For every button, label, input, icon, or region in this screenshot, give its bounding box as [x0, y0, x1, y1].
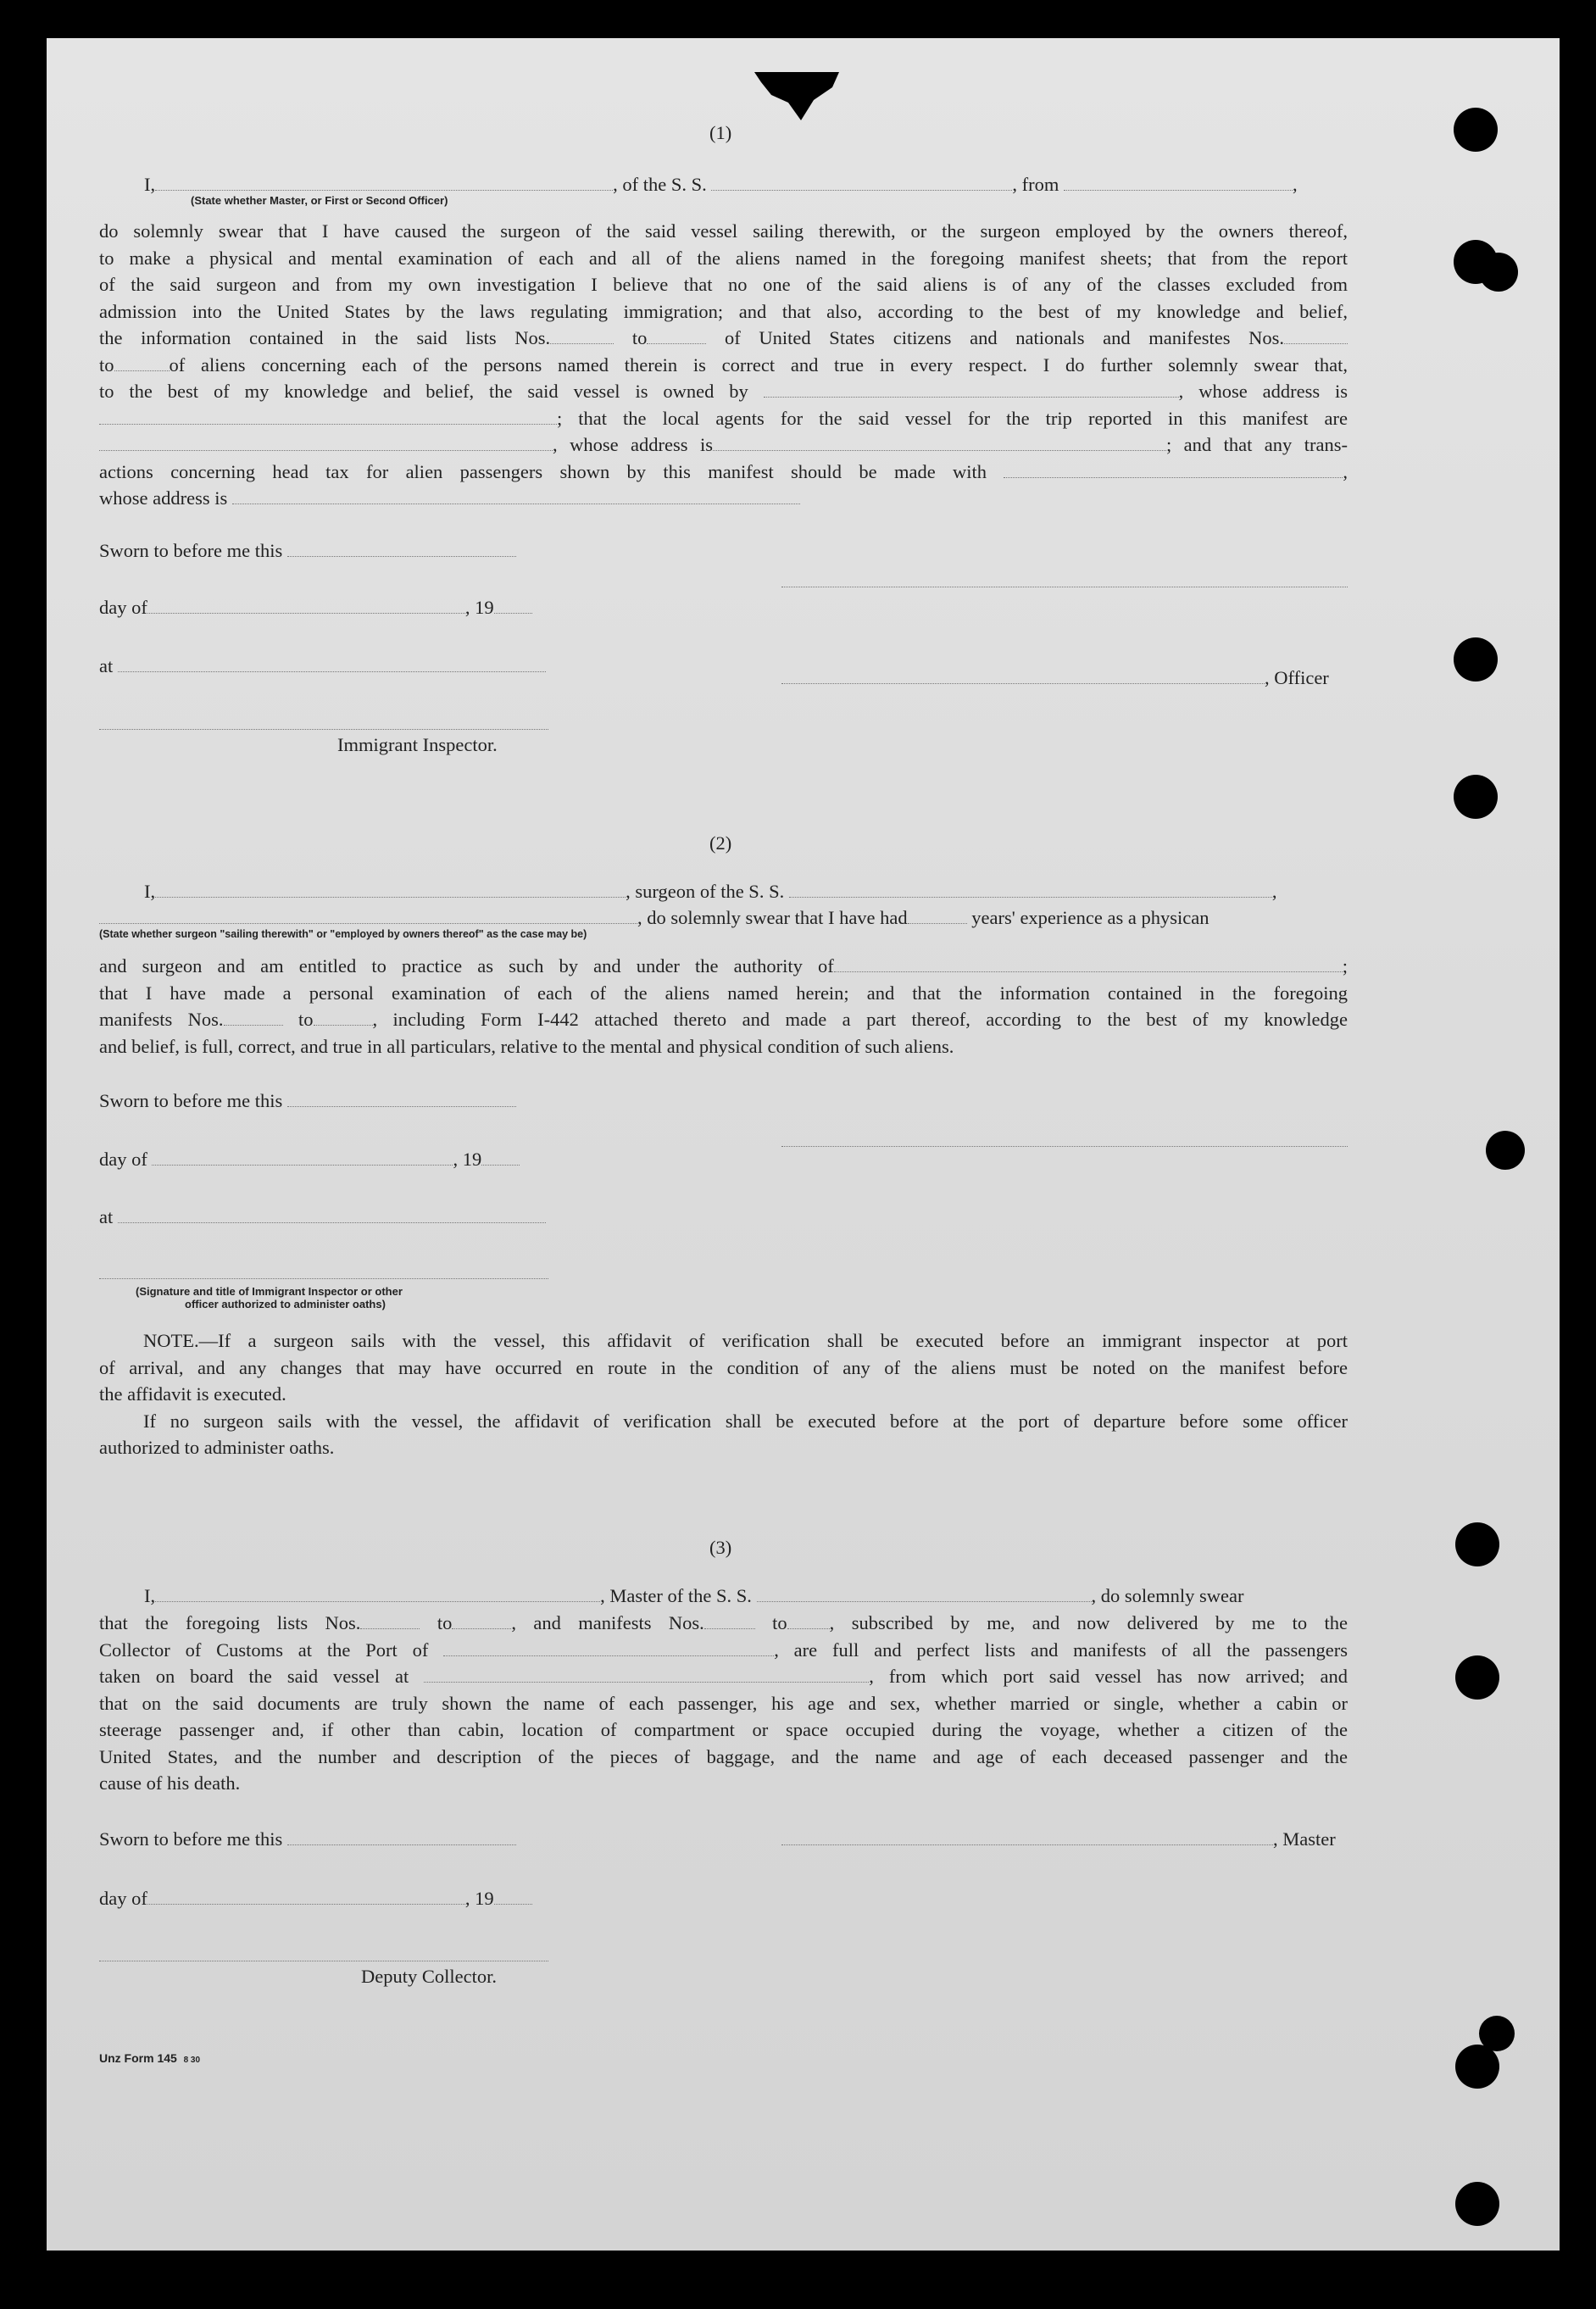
punch-hole [1454, 108, 1498, 152]
s2-experience-line: , do solemnly swear that I have had years' experience as a physican [99, 906, 1209, 929]
punch-hole [1479, 253, 1518, 292]
section-1-number: (1) [709, 122, 732, 143]
punch-hole [1454, 637, 1498, 682]
s3-sworn-line: Sworn to before me this [99, 1828, 516, 1850]
s1-day-line: day of , 19 [99, 596, 532, 619]
s1-sworn-line: Sworn to before me this [99, 539, 516, 562]
s3-affidavit-body: that the foregoing lists Nos. to , and manifests Nos. to , subscribed by me, and now delivered by me to the Collector of Customs at the Port of , are full and perfect lists and manifests of all the passengers taken on board the said vessel at , from which port said vessel has now arrived; and that on the said documents are truly shown the name of each passenger, his age and sex, whether married or single, whether a cabin or steerage passenger and, if other than cabin, location of compartment or space occupied during the voyage, whether a citizen of the United States, and the number and description of the pieces of baggage, and the name and age of each deceased passenger and the cause of his death. [99, 1612, 1348, 1794]
s1-inspector-label: Immigrant Inspector. [337, 734, 498, 755]
s1-declarant-line: I, , of the S. S. , from , [144, 174, 1298, 195]
s3-master-line: I, , Master of the S. S. , do solemnly swear [144, 1585, 1244, 1606]
form-number: Unz Form 145 8 30 [99, 2051, 201, 2065]
section-2-number: (2) [709, 832, 732, 854]
s1-officer-line: , Officer [781, 666, 1329, 689]
s2-sworn-line: Sworn to before me this [99, 1089, 516, 1112]
s3-day-line: day of , 19 [99, 1887, 532, 1910]
s2-surgeon-line: I, , surgeon of the S. S. , [144, 881, 1277, 902]
s2-affidavit-body: and surgeon and am entitled to practice as such by and under the authority of ; that I have made a personal examination of each of the aliens named herein; and that the information contained in the foregoing manifests Nos. to , including Form I-442 attached thereto and made a part thereof, according to the best of my knowledge and belief, is full, correct, and true in all particulars, relative to the mental and physical condition of such aliens. [99, 955, 1348, 1057]
s2-inspector-line [99, 1278, 548, 1279]
s2-day-line: day of , 19 [99, 1148, 520, 1171]
s1-affidavit-body: do solemnly swear that I have caused the surgeon of the said vessel sailing therewith, or the surgeon employed by the owners thereof, to make a physical and mental examination of each and all of the aliens named in the foregoing manifest sheets; that from the report of the said surgeon and from my own investigation I believe that no one of the said aliens is of any of the classes excluded from admission into the United States by the laws regulating immigration; and that also, according to the best of my knowledge and belief, the information contained in the said lists Nos. to of United States citizens and nationals and manifestes Nos. to of aliens concerning each of the persons named therein is correct and true in every respect. I do further solemnly swear that, to the best of my knowledge and belief, the said vessel is owned by , whose address is ; that the local agents for the said vessel for the trip reported in this manifest are , whose address is ; and that any trans- actions concerning head tax for alien passengers shown by this manifest should be made with , whose address is [99, 220, 1348, 509]
s2-at-line: at [99, 1205, 546, 1228]
punch-hole [1454, 775, 1498, 819]
punch-hole [1455, 2182, 1499, 2226]
s2-state-note: (State whether surgeon "sailing therewith" or "employed by owners thereof" as the case may be) [99, 928, 587, 940]
s2-signature-line [781, 1146, 1348, 1147]
s1-at-line: at [99, 654, 546, 677]
torn-edge [754, 72, 839, 123]
note-block: NOTE.—If a surgeon sails with the vessel, this affidavit of verification shall be executed before an immigrant inspector at port of arrival, and any changes that may have occurred en route in the condition of any of the aliens must be noted on the manifest before the affidavit is executed. If no surgeon sails with the vessel, the affidavit of verification shall be executed before at the port of departure before some officer authorized to administer oaths. [99, 1330, 1348, 1458]
s2-sig-note-1: (Signature and title of Immigrant Inspector or other [136, 1285, 403, 1298]
punch-hole [1455, 1655, 1499, 1700]
section-3-number: (3) [709, 1537, 732, 1558]
s2-sig-note-2: officer authorized to administer oaths) [185, 1298, 386, 1310]
punch-hole [1455, 1522, 1499, 1566]
s1-inspector-line [99, 729, 548, 730]
punch-hole [1486, 1131, 1525, 1170]
s1-state-note: (State whether Master, or First or Second Officer) [191, 194, 448, 207]
s3-deputy-label: Deputy Collector. [361, 1966, 497, 1987]
s3-master-signature: , Master [781, 1828, 1336, 1850]
punch-hole [1455, 2045, 1499, 2089]
